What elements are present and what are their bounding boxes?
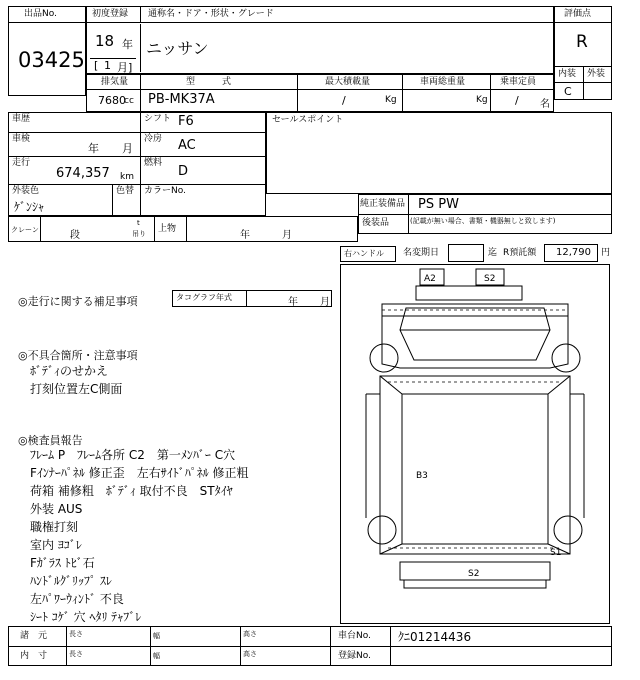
driving-notes-label: ◎走行に関する補足事項 [18,295,138,308]
aftermarket-note: (記載が無い場合、書類・機器無しと致します) [410,217,556,225]
registration-month-unit: 月] [117,61,133,74]
history-left-box [8,112,266,216]
truck-damage-diagram [340,264,610,624]
height-label-1: 高さ [243,630,257,638]
crane-stage-unit: 段 [70,230,80,241]
max-load-slash: / [342,94,346,107]
upper-body-label: 上物 [158,224,177,234]
color-change-label: 色替 [116,186,135,196]
exterior-score-label: 外装 [587,69,606,79]
registration-year: 18 [95,32,115,50]
gross-weight-unit: Kg [476,95,488,105]
upper-body-year-unit: 年 [240,230,250,241]
registration-month: 1 [104,59,111,72]
damage-mark-s1: S1 [550,548,562,558]
capacity-label: 乗車定員 [500,77,537,87]
damage-mark-s2-top: S2 [484,274,496,284]
inspector-line: Fｶﾞﾗｽ ﾄﾋﾞ石 [30,556,95,570]
registration-year-unit: 年 [122,38,133,51]
interior-score: C [564,85,572,98]
displacement-label: 排気量 [101,77,129,87]
shift-value: F6 [178,114,194,129]
name-change-suffix: 迄 [488,248,498,258]
max-load-label: 最大積載量 [325,77,371,87]
mileage-value: 674,357 [56,166,110,181]
inspector-line: 外装 AUS [30,502,83,516]
length-label-2: 長さ [69,650,83,658]
registration-month-bracket: [ [94,59,99,72]
tachograph-label: タコグラフ年式 [176,293,232,302]
overall-score: R [576,32,588,52]
right-hand-drive-label: 右ハンドル [344,249,384,258]
interior-dimensions-label: 内 寸 [20,651,48,661]
chassis-number-value: ｸﾆ01214436 [398,630,472,644]
recycle-deposit-label: R預託額 [503,248,537,258]
spec-dimensions-label: 諸 元 [20,631,48,641]
capacity-unit: 名 [540,99,550,110]
inspector-line: 左ﾊﾟﾜｰｳｨﾝﾄﾞ 不良 [30,592,124,606]
inspector-line: 荷箱 補修粗 ﾎﾞﾃﾞｨ 取付不良 STﾀｲﾔ [30,484,233,498]
crane-row [8,216,358,242]
fuel-value: D [178,164,189,179]
ac-value: AC [178,138,196,153]
exterior-color-label: 外装色 [12,186,40,196]
inspector-line: ﾌﾚｰﾑ P ﾌﾚｰﾑ各所 C2 第一ﾒﾝﾊﾞｰ C穴 [30,448,236,462]
crane-ton-unit: t [137,219,140,227]
inspector-line: Fｲﾝﾅｰﾊﾟﾈﾙ 修正歪 左右ｻｲﾄﾞﾊﾟﾈﾙ 修正粗 [30,466,249,480]
name-change-date-box [448,244,484,262]
exterior-color-value: ｹﾞﾝｼｬ [14,200,45,214]
mileage-label: 走行 [12,158,31,168]
vehicle-maker: ニッサン [146,39,209,58]
sales-point-label: セールスポイント [272,115,344,125]
first-registration-label: 初度登録 [92,9,129,19]
crane-label: クレーン [11,226,39,234]
inspection-month-unit: 月 [122,142,133,155]
defect-line: ﾎﾞﾃﾞｨのせかえ [30,364,109,378]
registration-number-label: 登録No. [338,651,371,661]
color-number-label: カラーNo. [144,186,186,196]
lot-number: 03425 [18,48,85,72]
interior-score-label: 内装 [558,69,577,79]
upper-body-month-unit: 月 [282,230,292,241]
tachograph-month-unit: 月 [320,297,330,308]
inspector-line: 職権打刻 [30,520,79,534]
inspector-report-label: ◎検査員報告 [18,434,83,447]
damage-mark-a2: A2 [424,274,436,284]
inspector-line: ﾊﾝﾄﾞﾙｸﾞﾘｯﾌﾟ ｽﾚ [30,574,112,588]
tachograph-year-unit: 年 [288,297,298,308]
shift-label: シフト [144,114,172,124]
damage-mark-s2-bottom: S2 [468,569,480,579]
displacement-value: 7680 [98,94,126,107]
length-label-1: 長さ [69,630,83,638]
inspection-year-unit: 年 [88,142,99,155]
gross-weight-label: 車両総重量 [420,77,466,87]
mileage-unit: km [120,172,134,182]
chassis-number-label: 車台No. [338,631,371,641]
model-code: PB-MK37A [148,92,215,107]
inspector-line: ｼｰﾄ ｺｹﾞ 穴 ﾍﾀﾘ ﾃｬﾌﾞﾚ [30,610,142,624]
crane-hang-unit: 吊り [132,230,146,238]
recycle-deposit-value: 12,790 [556,247,591,258]
ac-label: 冷房 [144,134,163,144]
history-label: 車歴 [12,114,31,124]
width-label-2: 幅 [153,652,160,660]
genuine-equipment-value: PS PW [418,197,459,212]
inspection-label: 車検 [12,134,31,144]
height-label-2: 高さ [243,650,257,658]
genuine-equipment-label: 純正装備品 [360,199,406,209]
displacement-unit: cc [124,96,134,106]
vehicle-name-label: 通称名・ドア・形状・グレード [148,9,274,19]
lot-number-label: 出品No. [24,9,57,19]
capacity-slash: / [515,94,519,107]
fuel-label: 燃料 [144,158,163,168]
max-load-unit: Kg [385,95,397,105]
aftermarket-label: 後装品 [362,218,390,228]
defect-line: 打刻位置左C側面 [30,382,123,396]
recycle-deposit-unit: 円 [601,248,611,258]
width-label-1: 幅 [153,632,160,640]
name-change-label: 名変期日 [403,248,440,258]
score-label: 評価点 [564,9,592,19]
damage-mark-b3: B3 [416,471,428,481]
model-label: 型 式 [186,77,232,87]
inspector-line: 室内 ﾖｺﾞﾚ [30,538,82,552]
defect-notes-label: ◎不具合箇所・注意事項 [18,349,138,362]
